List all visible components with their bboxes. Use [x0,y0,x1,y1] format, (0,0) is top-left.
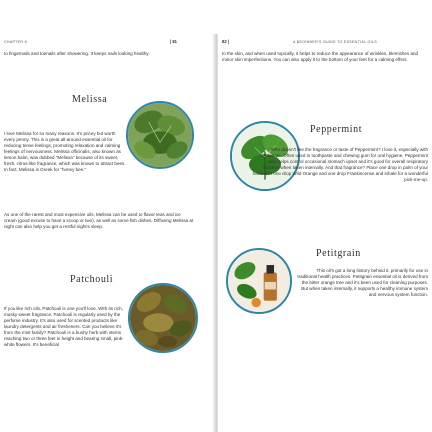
left-intro-text: to fingernails and toenails after showering. It keeps nails looking healthy. [4,51,150,56]
peppermint-heading: Peppermint [310,124,363,135]
right-intro-text: to the skin, and when used topically, it helps to reduce the appearance of wrinkles, blemishes and minor skin imperfections. You can also apply it to the bottom of your feet for a calming effect. [222,51,419,63]
patchouli-heading: Patchouli [70,274,114,285]
right-page-number: 82 | [222,39,229,44]
melissa-paragraph-2: As one of the rarest and most expensive oils, Melissa can be used to flavor teas and ice cream (good excuse to have a scoop or two), as well as some fish dishes. Diffusing Melissa at night can also help you get a restful night's sleep. [4,212,194,230]
melissa-heading: Melissa [72,94,108,105]
peppermint-paragraph-1: Who doesn't like the fragrance or taste of Peppermint? I love it, especially with chocolate. Often used in toothpaste and chewing gum for oral hygiene, Peppermint also helps control occasional stomach upset and it's good for overall respiratory function when taken internally. And that fragrance? Place one drop in palm of your hand with one drop Wild Orange and one drop Frankincense and inhale for a wonderful pick-me-up. [252,147,428,183]
right-page [218,34,432,432]
melissa-leaves-icon [128,103,192,167]
left-running-head: CHAPTER 8 [4,40,27,44]
patchouli-leaves-icon [130,285,196,351]
petitgrain-oil-bottle-icon [228,250,290,312]
melissa-paragraph-1: I love Melissa for so many reasons. It's pricey but worth every penny. This is a great all-around essential oil for reducing tense feelings, promoting relaxation and calming feelings of nervousness. Melissa officinalis, also known as lemon balm, was dubbed "Melissa" because of its sweet, fresh, citrus-like fragrance, which was known to attract bees. In fact, Melissa is Greek for "honey bee." [4,131,126,173]
left-page-number: | 81 [170,39,177,44]
patchouli-paragraph-1: If you like rich oils, Patchouli is one you'll love. With its rich, musky-sweet fragrance, Patchouli is regularly used by the perfume industry. It's also used for scented products like laundry detergents and air fresheners. Can you believe it's from the mint family? Patchouli is a bushy herb with stems reaching two or three feet in height and bearing small, pink-white flowers. It's beneficial [4,306,124,348]
petitgrain-heading: Petitgrain [316,248,361,259]
petitgrain-paragraph-1: This oil's got a long history behind it, primarily for use in traditional health practices. Petitgrain essential oil is derived from the bitter orange tree and it's been used for cleaning purposes. But when taken internally, it supports a healthy immune system and nervous system function. [297,268,428,298]
patchouli-photo [128,283,198,353]
right-running-head: A BEGINNER'S GUIDE TO ESSENTIAL OILS [293,40,377,44]
petitgrain-photo [226,248,292,314]
melissa-photo [126,101,194,169]
